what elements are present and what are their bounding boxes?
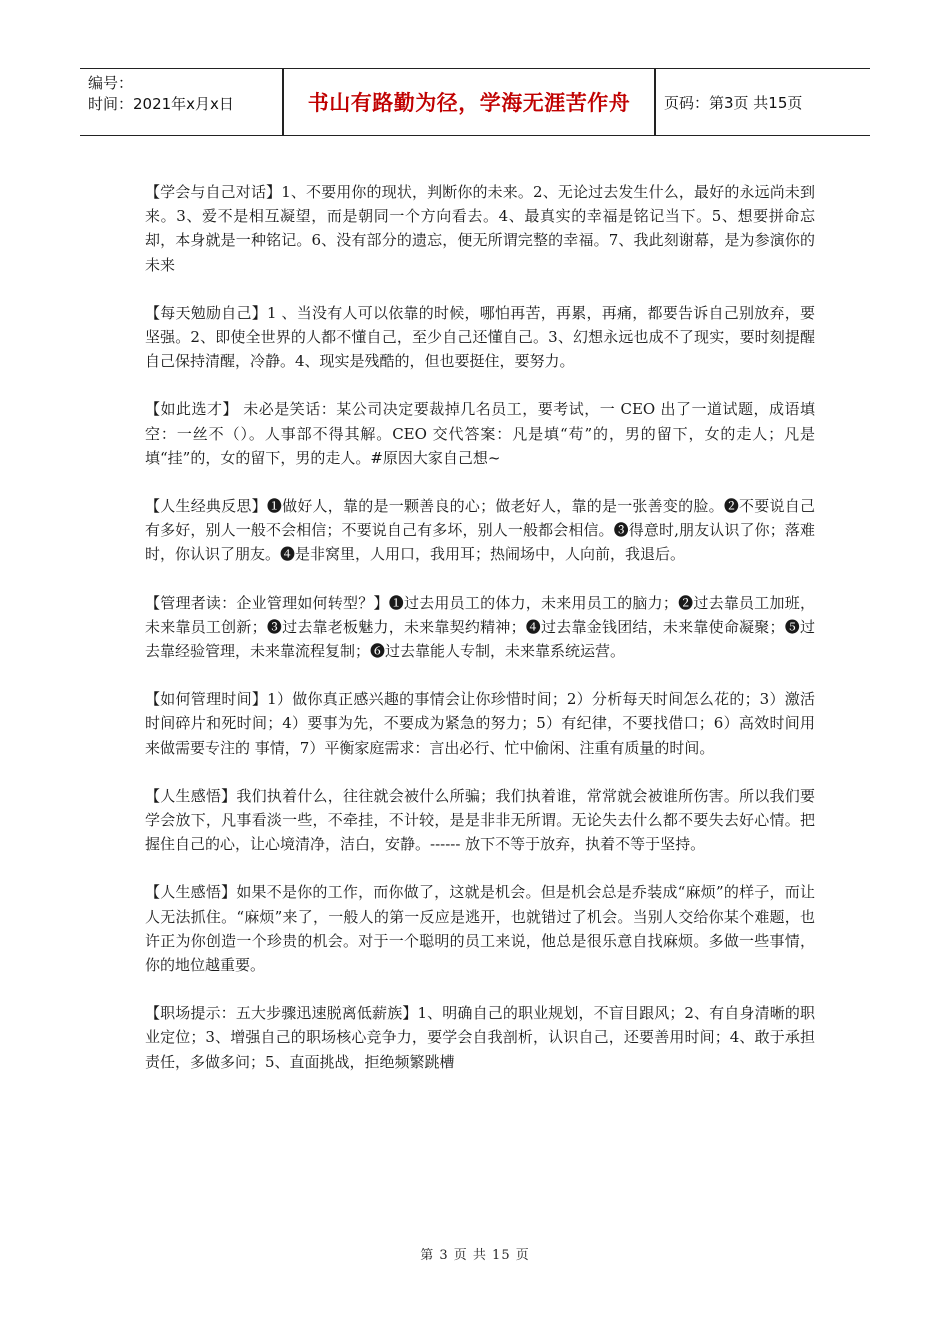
paragraph-life-reflection: 【人生经典反思】❶做好人，靠的是一颗善良的心；做老好人，靠的是一张善变的脸。❷不要说自己有多好，别人一般不会相信；不要说自己有多坏，别人一般都会相信。❸得意时,朋友认识了你；落难时，你认识了朋友。❹是非窝里，人用口，我用耳；热闹场中，人向前，我退后。 [145, 497, 815, 564]
page-footer: 第 3 页 共 15 页 [420, 1248, 530, 1263]
document-number-label: 编号： [88, 74, 134, 92]
document-body [145, 180, 815, 1098]
header-motto: 书山有路勤为径，学海无涯苦作舟 [307, 91, 631, 115]
header-divider [654, 69, 656, 135]
header-page-number: 页码：第3页 共15页 [664, 93, 803, 112]
paragraph-life-insight-2: 【人生感悟】如果不是你的工作，而你做了，这就是机会。但是机会总是乔装成“麻烦”的样子，而让人无法抓住。“麻烦”来了，一般人的第一反应是逃开，也就错过了机会。当别人交给你某个难题，也许正为你创造一个珍贵的机会。对于一个聪明的员工来说，他总是很乐意自找麻烦。多做一些事情，你的地位越重要。 [145, 883, 815, 975]
page-header [80, 68, 870, 136]
header-meta [88, 73, 278, 115]
paragraph-life-insight-1: 【人生感悟】我们执着什么，往往就会被什么所骗；我们执着谁，常常就会被谁所伤害。所以我们要学会放下，凡事看淡一些，不牵挂，不计较，是是非非无所谓。无论失去什么都不要失去好心情。把握住自己的心，让心境清净，洁白，安静。------ 放下不等于放弃，执着不等于坚持。 [145, 786, 815, 854]
paragraph-career-tips: 【职场提示：五大步骤迅速脱离低薪族】1、明确自己的职业规划，不盲目跟风；2、有自身清晰的职业定位；3、增强自己的职场核心竞争力，要学会自我剖析，认识自己，还要善用时间；4、敢于承担责任，多做多问；5、直面挑战，拒绝频繁跳槽 [145, 1004, 815, 1071]
paragraph-self-dialogue: 【学会与自己对话】1、不要用你的现状，判断你的未来。2、无论过去发生什么，最好的永远尚未到来。3、爱不是相互凝望，而是朝同一个方向看去。4、最真实的幸福是铭记当下。5、想要拼命忘却，本身就是一种铭记。6、没有部分的遗忘，便无所谓完整的幸福。7、我此刻谢幕，是为参演你的未来 [145, 183, 815, 274]
document-date-label: 时间：2021年x月x日 [88, 95, 234, 113]
paragraph-management-transformation: 【管理者读：企业管理如何转型？】❶过去用员工的体力，未来用员工的脑力；❷过去靠员工加班，未来靠员工创新；❸过去靠老板魅力，未来靠契约精神；❹过去靠金钱团结，未来靠使命凝聚；❺过去靠经验管理，未来靠流程复制；❻过去靠能人专制，未来靠系统运营。 [145, 593, 815, 661]
paragraph-time-management: 【如何管理时间】1）做你真正感兴趣的事情会让你珍惜时间；2）分析每天时间怎么花的；3）激活时间碎片和死时间；4）要事为先，不要成为紧急的努力；5）有纪律，不要找借口；6）高效时间用来做需要专注的 事情，7）平衡家庭需求：言出必行、忙中偷闲、注重有质量的时间。 [145, 690, 815, 757]
paragraph-daily-encouragement: 【每天勉励自己】1 、当没有人可以依靠的时候，哪怕再苦，再累，再痛，都要告诉自己别放弃，要坚强。2、即使全世界的人都不懂自己，至少自己还懂自己。3、幻想永远也成不了现实，要时刻提醒自己保持清醒，冷静。4、现实是残酷的，但也要挺住，要努力。 [145, 303, 815, 371]
paragraph-talent-selection: 【如此选才】 未必是笑话：某公司决定要裁掉几名员工，要考试，一 CEO 出了一道试题，成语填空：一丝不（）。人事部不得其解。CEO 交代答案：凡是填“苟”的，男的留下，女的走人；凡是填“挂”的，女的留下，男的走人。#原因大家自己想~ [145, 400, 815, 467]
